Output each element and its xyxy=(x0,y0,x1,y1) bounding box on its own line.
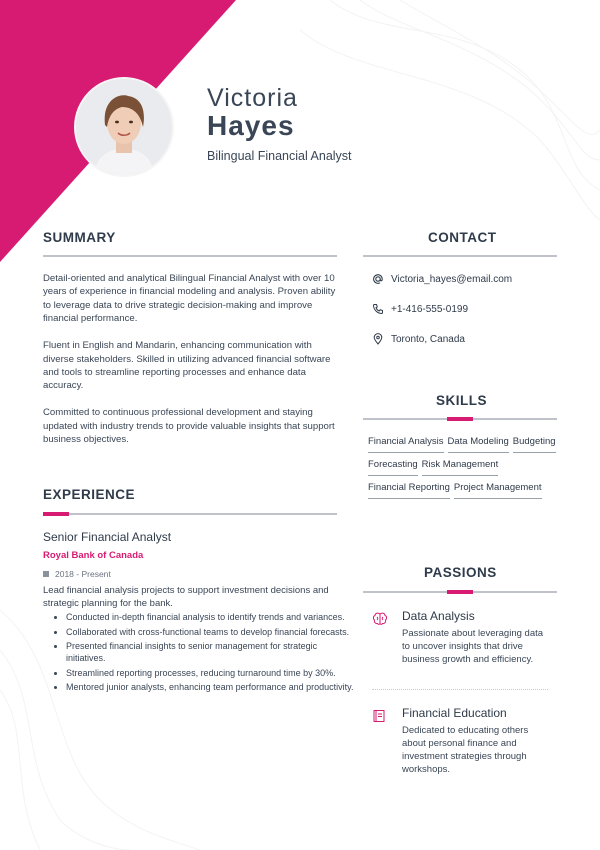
contact-rule xyxy=(363,255,557,257)
summary-paragraph: Detail-oriented and analytical Bilingual Financial Analyst with over 10 years of experience in financial modeling and analysis. Proven ability to leverage data to drive strategic decision-making and improve financial performance. xyxy=(43,273,336,325)
experience-accent xyxy=(43,512,69,516)
summary-text xyxy=(43,272,337,460)
skill-item: Budgeting xyxy=(513,436,556,453)
email-text: Victoria_hayes@email.com xyxy=(391,273,513,285)
contact-phone[interactable] xyxy=(372,303,468,315)
passion-description: Dedicated to educating others about personal finance and investment strategies through workshops. xyxy=(402,725,529,775)
passion-divider xyxy=(372,689,548,690)
portrait-image xyxy=(76,79,172,175)
summary-paragraph: Fluent in English and Mandarin, enhancing communication with diverse stakeholders. Skilled in utilizing advanced financial software and tools to streamline reporting processes and enhance data accuracy. xyxy=(43,340,331,392)
last-name: Hayes xyxy=(207,110,295,141)
passion-title: Financial Education xyxy=(402,706,507,720)
phone-text: +1-416-555-0199 xyxy=(391,303,469,315)
list-item: • Collaborated with cross-functional teams to develop financial forecasts. xyxy=(66,626,354,638)
book-icon xyxy=(372,709,386,723)
contact-location xyxy=(372,333,465,345)
at-icon xyxy=(372,273,384,285)
passion-description: Passionate about leveraging data to uncover insights that drive business growth and efficiency. xyxy=(402,628,544,665)
contact-email[interactable] xyxy=(372,273,512,285)
passions-heading: PASSIONS xyxy=(424,565,497,580)
list-item: • Mentored junior analysts, enhancing team performance and productivity. xyxy=(66,681,354,693)
experience-description: Lead financial analysis projects to support investment decisions and strategic planning for the bank. xyxy=(43,585,329,609)
brain-icon xyxy=(372,612,388,626)
list-item: • Presented financial insights to senior management for strategic initiatives. xyxy=(66,640,354,664)
skill-item: Project Management xyxy=(454,482,542,499)
list-item: • Conducted in-depth financial analysis to identify trends and variances. xyxy=(66,611,354,623)
list-item: • Streamlined reporting processes, reducing turnaround time by 30%. xyxy=(66,667,354,679)
skills-list xyxy=(368,436,560,499)
job-title: Bilingual Financial Analyst xyxy=(207,149,352,163)
contact-heading: CONTACT xyxy=(428,230,497,245)
skill-item: Forecasting xyxy=(368,459,418,476)
avatar xyxy=(76,79,172,175)
experience-heading: EXPERIENCE xyxy=(43,487,136,502)
experience-date-text: 2018 - Present xyxy=(55,569,111,579)
experience-role: Senior Financial Analyst xyxy=(43,530,172,544)
skill-item: Financial Reporting xyxy=(368,482,450,499)
experience-dates xyxy=(43,569,111,579)
location-text: Toronto, Canada xyxy=(391,333,465,345)
summary-rule xyxy=(43,255,337,257)
first-name: Victoria xyxy=(207,84,298,112)
calendar-icon xyxy=(43,571,49,577)
skill-item: Risk Management xyxy=(422,459,499,476)
skills-accent xyxy=(447,417,473,421)
skill-item: Financial Analysis xyxy=(368,436,444,453)
passion-title: Data Analysis xyxy=(402,609,475,623)
experience-company: Royal Bank of Canada xyxy=(43,550,144,561)
summary-paragraph: Committed to continuous professional development and staying updated with industry trends to provide valuable insights that support business objectives. xyxy=(43,407,335,446)
skill-item: Data Modeling xyxy=(448,436,509,453)
summary-heading: SUMMARY xyxy=(43,230,116,245)
skills-heading: SKILLS xyxy=(436,393,488,408)
experience-rule xyxy=(43,513,337,515)
passions-accent xyxy=(447,590,473,594)
location-pin-icon xyxy=(372,333,384,345)
phone-icon xyxy=(372,303,384,315)
experience-bullets xyxy=(53,611,354,696)
